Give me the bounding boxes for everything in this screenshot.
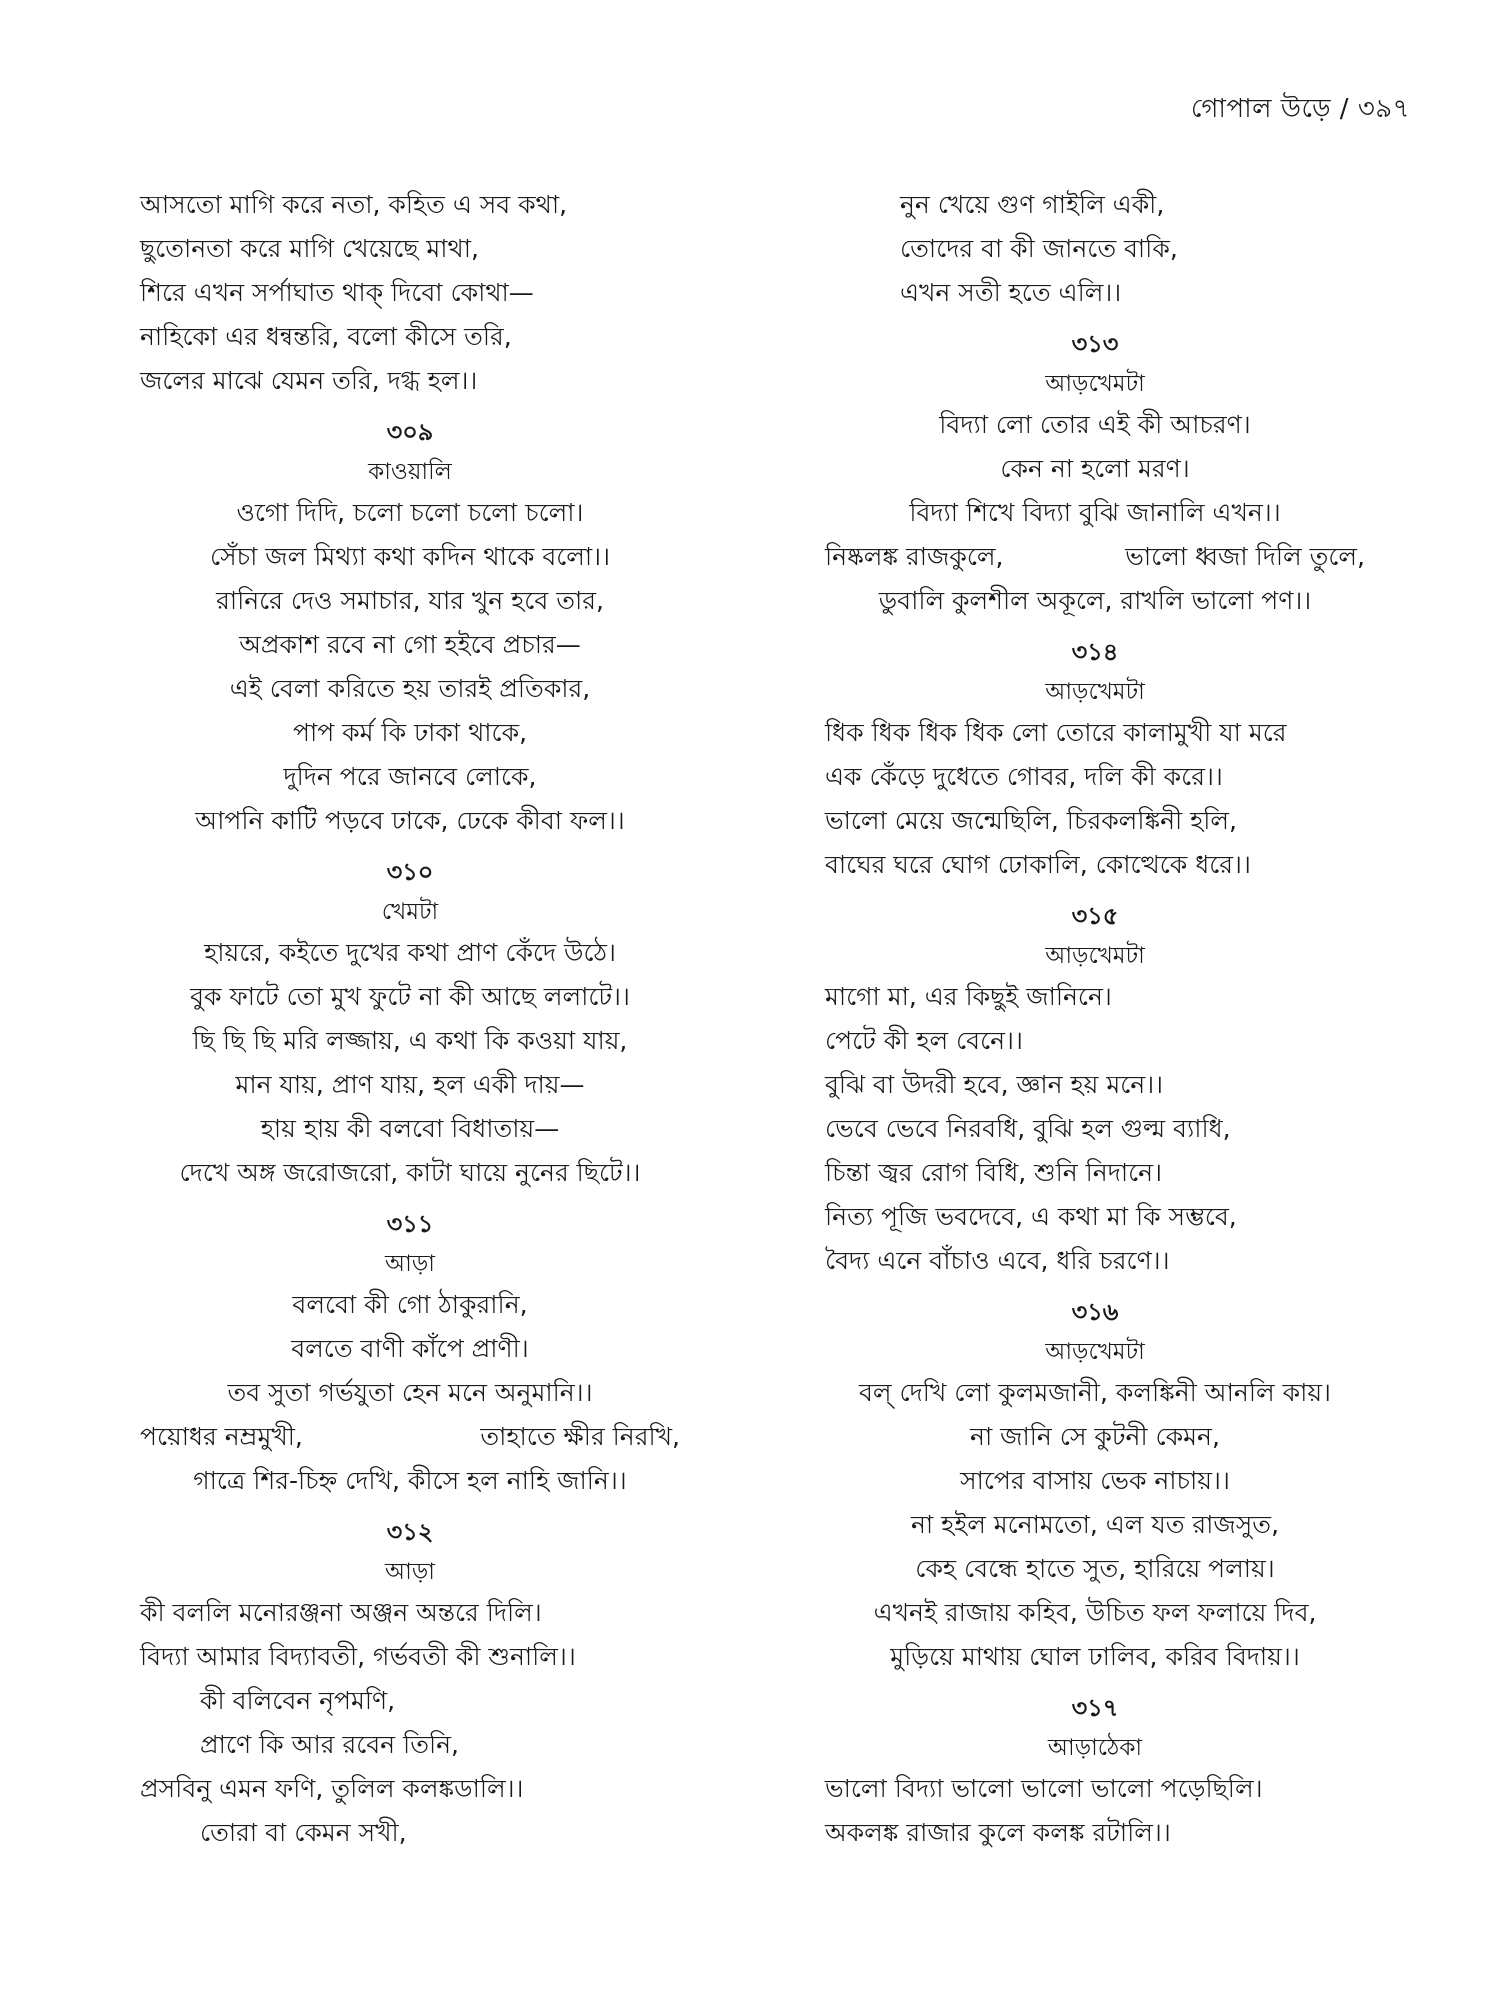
song-number: ৩১৬ xyxy=(1071,1298,1119,1326)
verse-line: হায়রে, কইতে দুখের কথা প্রাণ কেঁদে উঠে। xyxy=(204,938,616,967)
verse-line: মাগো মা, এর কিছুই জানিনে। xyxy=(825,982,1112,1011)
verse-line: এক কেঁড়ে দুধেতে গোবর, দলি কী করে।। xyxy=(825,762,1223,791)
verse-line: বলতে বাণী কাঁপে প্রাণী। xyxy=(291,1334,529,1363)
verse-half-left: পয়োধর নম্রমুখী, xyxy=(140,1422,303,1451)
verse-line: গাত্রে শির-চিহ্ন দেখি, কীসে হল নাহি জানি।। xyxy=(193,1466,627,1495)
song-number: ৩১৭ xyxy=(1071,1694,1119,1722)
verse-line: এই বেলা করিতে হয় তারই প্রতিকার, xyxy=(229,674,591,703)
verse-line: ভালো মেয়ে জন্মেছিলি, চিরকলঙ্কিনী হলি, xyxy=(825,806,1237,835)
verse-line: ধিক ধিক ধিক ধিক লো তোরে কালামুখী যা মরে xyxy=(825,718,1287,747)
verse-line: নিত্য পূজি ভবদেবে, এ কথা মা কি সম্ভবে, xyxy=(825,1202,1237,1231)
raga-name: আড়খেমটা xyxy=(1045,1339,1145,1365)
song-number: ৩১১ xyxy=(386,1210,434,1238)
song-number: ৩১৪ xyxy=(1071,638,1119,666)
verse-line: বুক ফাটে তো মুখ ফুটে না কী আছে ললাটে।। xyxy=(190,982,630,1011)
verse-line: ওগো দিদি, চলো চলো চলো চলো। xyxy=(236,498,584,527)
verse-line: জলের মাঝে যেমন তরি, দগ্ধ হল।। xyxy=(140,366,478,395)
left-column xyxy=(140,183,680,1855)
raga-name: আড়া xyxy=(385,1251,435,1277)
verse-line: সাপের বাসায় ভেক নাচায়।। xyxy=(960,1466,1230,1495)
verse-line: বৈদ্য এনে বাঁচাও এবে, ধরি চরণে।। xyxy=(825,1246,1170,1275)
verse-line: নুন খেয়ে গুণ গাইলি একী, xyxy=(900,190,1165,219)
verse-line: দেখে অঙ্গ জরোজরো, কাটা ঘায়ে নুনের ছিটে।। xyxy=(179,1158,641,1187)
raga-name: আড়াঠেকা xyxy=(1047,1735,1143,1761)
raga-name: খেমটা xyxy=(381,899,439,925)
verse-line: ভেবে ভেবে নিরবধি, বুঝি হল গুল্ম ব্যাধি, xyxy=(825,1114,1231,1143)
verse-line: অপ্রকাশ রবে না গো হইবে প্রচার— xyxy=(239,630,581,659)
verse-line: ছুতোনতা করে মাগি খেয়েছে মাথা, xyxy=(140,234,479,263)
verse-line-split xyxy=(140,1415,680,1459)
verse-line: চিন্তা জ্বর রোগ বিধি, শুনি নিদানে। xyxy=(825,1158,1163,1187)
verse-line: মুড়িয়ে মাথায় ঘোল ঢালিব, করিব বিদায়।। xyxy=(890,1642,1300,1671)
song-number: ৩০৯ xyxy=(386,418,434,446)
verse-line: বাঘের ঘরে ঘোগ ঢোকালি, কোত্থেকে ধরে।। xyxy=(825,850,1251,879)
verse-line-split xyxy=(825,535,1365,579)
verse-line: পেটে কী হল বেনে।। xyxy=(825,1026,1023,1055)
verse-line: না হইল মনোমতো, এল যত রাজসুত, xyxy=(910,1510,1280,1539)
verse-half-left: নিষ্কলঙ্ক রাজকুলে, xyxy=(825,542,1004,571)
verse-half-right: ভালো ধ্বজা দিলি তুলে, xyxy=(1125,542,1365,571)
verse-line: রানিরে দেও সমাচার, যার খুন হবে তার, xyxy=(216,586,604,615)
running-header: গোপাল উড়ে / ৩৯৭ xyxy=(1190,94,1410,124)
song-number: ৩১২ xyxy=(386,1518,434,1546)
song-number: ৩১৩ xyxy=(1071,330,1119,358)
verse-line: সেঁচা জল মিথ্যা কথা কদিন থাকে বলো।। xyxy=(209,542,611,571)
verse-line: বিদ্যা শিখে বিদ্যা বুঝি জানালি এখন।। xyxy=(909,498,1281,527)
verse-line: দুদিন পরে জানবে লোকে, xyxy=(283,762,537,791)
verse-line: প্রসবিনু এমন ফণি, তুলিল কলঙ্কডালি।। xyxy=(140,1774,524,1803)
verse-line: আপনি কাটি পড়বে ঢাকে, ঢেকে কীবা ফল।। xyxy=(195,806,625,835)
verse-line: হায় হায় কী বলবো বিধাতায়— xyxy=(260,1114,560,1143)
verse-line: বলবো কী গো ঠাকুরানি, xyxy=(292,1290,528,1319)
verse-line: নাহিকো এর ধন্বন্তরি, বলো কীসে তরি, xyxy=(140,322,512,351)
raga-name: আড়া xyxy=(385,1559,435,1585)
verse-line: বুঝি বা উদরী হবে, জ্ঞান হয় মনে।। xyxy=(825,1070,1164,1099)
verse-line: কেন না হলো মরণ। xyxy=(1000,454,1190,483)
verse-half-right: তাহাতে ক্ষীর নিরখি, xyxy=(480,1422,680,1451)
right-column xyxy=(825,183,1365,1855)
verse-line: প্রাণে কি আর রবেন তিনি, xyxy=(200,1730,459,1759)
verse-line: না জানি সে কুটনী কেমন, xyxy=(970,1422,1220,1451)
verse-line: এখন সতী হতে এলি।। xyxy=(900,278,1122,307)
song-number: ৩১০ xyxy=(386,858,434,886)
verse-line: কেহ বেন্ধে হাতে সুত, হারিয়ে পলায়। xyxy=(915,1554,1275,1583)
verse-line: তব সুতা গর্ভযুতা হেন মনে অনুমানি।। xyxy=(227,1378,593,1407)
verse-line: কী বলিবেন নৃপমণি, xyxy=(200,1686,396,1715)
verse-line: কী বললি মনোরঞ্জনা অঞ্জন অন্তরে দিলি। xyxy=(140,1598,542,1627)
verse-line: শিরে এখন সর্পাঘাত থাক্‌ দিবো কোথা— xyxy=(140,278,534,307)
verse-line: বিদ্যা লো তোর এই কী আচরণ। xyxy=(939,410,1251,439)
raga-name: আড়খেমটা xyxy=(1045,943,1145,969)
verse-line: ভালো বিদ্যা ভালো ভালো ভালো পড়েছিলি। xyxy=(825,1774,1263,1803)
verse-line: বল্‌ দেখি লো কুলমজানী, কলঙ্কিনী আনলি কায়। xyxy=(859,1378,1331,1407)
verse-line: তোদের বা কী জানতে বাকি, xyxy=(900,234,1178,263)
song-number: ৩১৫ xyxy=(1071,902,1119,930)
raga-name: কাওয়ালি xyxy=(368,459,452,485)
verse-line: বিদ্যা আমার বিদ্যাবতী, গর্ভবতী কী শুনালি।। xyxy=(140,1642,576,1671)
raga-name: আড়খেমটা xyxy=(1045,371,1145,397)
verse-line: আসতো মাগি করে নতা, কহিত এ সব কথা, xyxy=(140,190,568,219)
verse-line: ছি ছি ছি মরি লজ্জায়, এ কথা কি কওয়া যায়, xyxy=(192,1026,628,1055)
verse-line: পাপ কর্ম কি ঢাকা থাকে, xyxy=(292,718,528,747)
raga-name: আড়খেমটা xyxy=(1045,679,1145,705)
verse-line: এখনই রাজায় কহিব, উচিত ফল ফলায়ে দিব, xyxy=(873,1598,1317,1627)
verse-line: অকলঙ্ক রাজার কুলে কলঙ্ক রটালি।। xyxy=(825,1818,1171,1847)
verse-line: মান যায়, প্রাণ যায়, হল একী দায়— xyxy=(235,1070,585,1099)
verse-line: তোরা বা কেমন সখী, xyxy=(200,1818,407,1847)
verse-line: ডুবালি কুলশীল অকূলে, রাখলি ভালো পণ।। xyxy=(878,586,1312,615)
